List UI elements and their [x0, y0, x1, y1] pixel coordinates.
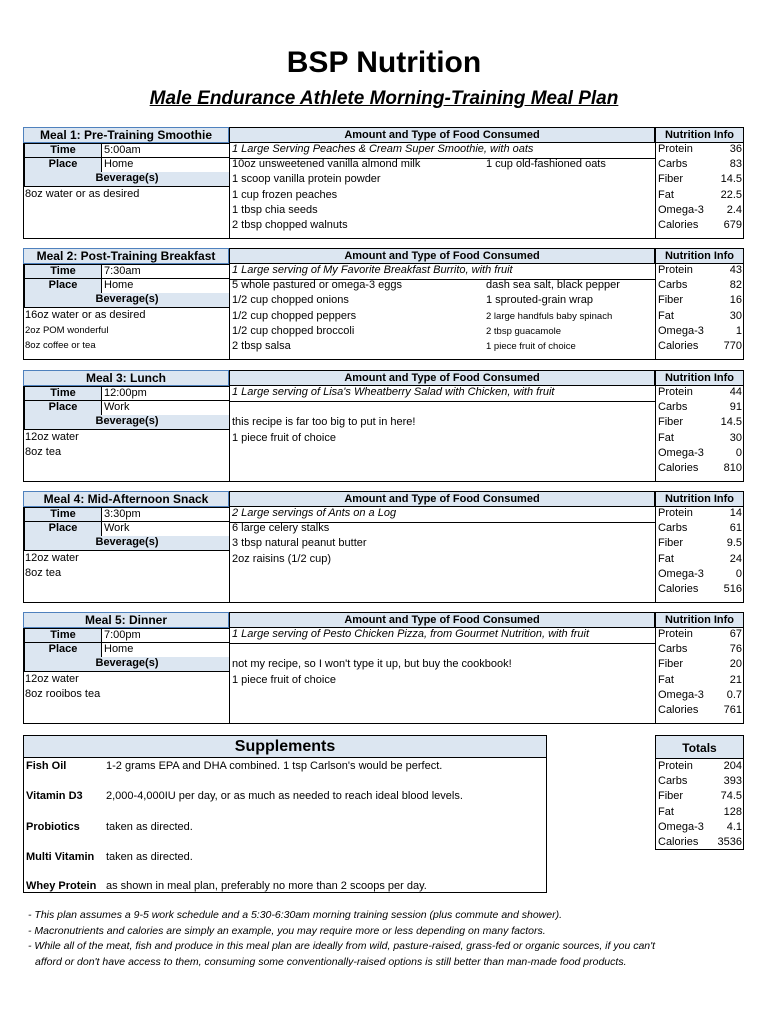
nutrient-name: Protein	[658, 143, 693, 155]
nutrition-row	[658, 703, 742, 718]
nutrition-row	[658, 521, 742, 536]
supplement-name: Probiotics	[26, 821, 80, 833]
totals-row	[658, 759, 742, 774]
food-item: 1 cup frozen peaches	[232, 188, 338, 201]
nutrition-row	[658, 339, 742, 354]
divider	[230, 401, 656, 402]
nutrient-value: 1	[735, 324, 742, 337]
nutrient-value: 30	[729, 309, 742, 322]
nutrient-name: Fat	[658, 552, 674, 565]
nutrient-name: Carbs	[658, 643, 688, 656]
note-line: - While all of the meat, fish and produce in this meal plan are ideally from wild, pasture-raised, grass-fed or organic sources, if you can't	[28, 940, 656, 952]
supplements-title: Supplements	[24, 736, 546, 758]
food-item: 1 Large serving of Lisa's Wheatberry Salad with Chicken, with fruit	[232, 386, 555, 398]
nutrition-row	[658, 431, 742, 446]
nutrition-info	[656, 143, 745, 238]
place-label: Place	[24, 401, 102, 416]
nutrition-info	[656, 386, 745, 481]
food-list	[230, 143, 656, 238]
food-item-secondary: dash sea salt, black pepper	[486, 279, 620, 292]
beverage-item: 12oz water	[25, 673, 79, 685]
nutrition-header: Nutrition Info	[655, 127, 744, 143]
nutrition-row	[658, 400, 742, 415]
meal-block	[23, 370, 744, 484]
nutrient-value: 9.5	[726, 537, 742, 550]
beverage-label: Beverage(s)	[24, 536, 230, 551]
totals-box	[655, 735, 744, 850]
food-item: 2 Large servings of Ants on a Log	[232, 507, 397, 519]
nutrition-info	[656, 264, 745, 359]
nutrient-name: Fiber	[658, 790, 684, 803]
food-item-secondary: 1 sprouted-grain wrap	[486, 294, 594, 307]
meal-body	[23, 628, 744, 724]
food-list	[230, 628, 656, 723]
nutrition-row	[658, 385, 742, 400]
beverage-item: 2oz POM wonderful	[25, 325, 109, 337]
food-item: 1/2 cup chopped broccoli	[232, 324, 355, 337]
place-label: Place	[24, 522, 102, 537]
nutrition-row	[658, 582, 742, 597]
meal-name: Meal 4: Mid-Afternoon Snack	[23, 491, 229, 507]
nutrition-row	[658, 673, 742, 688]
nutrient-name: Omega-3	[658, 688, 704, 701]
meal-body	[23, 143, 744, 239]
amount-header: Amount and Type of Food Consumed	[229, 127, 655, 143]
nutrient-value: 91	[729, 401, 742, 414]
nutrition-row	[658, 688, 742, 703]
nutrient-name: Fiber	[658, 537, 684, 550]
nutrition-header: Nutrition Info	[655, 491, 744, 507]
nutrient-name: Fat	[658, 309, 674, 322]
time-label: Time	[24, 264, 102, 279]
food-item: 1 Large Serving Peaches & Cream Super Smoothie, with oats	[232, 143, 534, 155]
supplement-detail: 2,000-4,000IU per day, or as much as needed to reach ideal blood levels.	[106, 790, 463, 802]
nutrient-name: Calories	[658, 583, 699, 595]
nutrient-value: 810	[723, 462, 742, 474]
nutrient-total: 74.5	[720, 790, 742, 803]
meal-name: Meal 2: Post-Training Breakfast	[23, 248, 229, 264]
nutrient-value: 21	[729, 673, 742, 686]
food-item: 1 scoop vanilla protein powder	[232, 173, 381, 186]
supplement-name: Vitamin D3	[26, 790, 83, 802]
nutrient-value: 82	[729, 279, 742, 292]
place-value: Home	[102, 643, 230, 658]
amount-header: Amount and Type of Food Consumed	[229, 612, 655, 628]
food-item: 2 tbsp salsa	[232, 340, 291, 352]
nutrient-name: Carbs	[658, 158, 688, 171]
nutrient-name: Calories	[658, 836, 699, 848]
nutrition-row	[658, 506, 742, 521]
nutrient-total: 3536	[717, 836, 742, 848]
nutrient-value: 20	[729, 658, 742, 671]
nutrition-row	[658, 203, 742, 218]
beverage-item: 8oz coffee or tea	[25, 340, 96, 352]
time-label: Time	[24, 386, 102, 401]
nutrient-name: Calories	[658, 704, 699, 716]
nutrient-total: 204	[723, 760, 742, 772]
nutrient-value: 44	[729, 386, 742, 398]
nutrition-info	[656, 628, 745, 723]
nutrient-name: Carbs	[658, 279, 688, 292]
meal-name: Meal 3: Lunch	[23, 370, 229, 386]
divider	[230, 643, 656, 644]
beverage-item: 12oz water	[25, 552, 79, 564]
food-item-secondary: 2 large handfuls baby spinach	[486, 310, 613, 322]
totals-row	[658, 820, 742, 835]
food-item: 1 Large serving of Pesto Chicken Pizza, from Gourmet Nutrition, with fruit	[232, 628, 590, 640]
beverage-item: 8oz tea	[25, 567, 62, 580]
note-line: - Macronutrients and calories are simply an example, you may require more or less depending on many factors.	[28, 924, 546, 937]
nutrient-name: Fiber	[658, 658, 684, 671]
food-item: 5 whole pastured or omega-3 eggs	[232, 279, 402, 292]
food-item-secondary: 2 tbsp guacamole	[486, 325, 561, 337]
food-item: 10oz unsweetened vanilla almond milk	[232, 158, 421, 171]
time-value: 7:00pm	[102, 628, 230, 643]
food-item-secondary: 1 cup old-fashioned oats	[486, 158, 606, 171]
nutrition-row	[658, 415, 742, 430]
nutrient-name: Fiber	[658, 294, 684, 307]
food-list	[230, 264, 656, 359]
supplement-detail: 1-2 grams EPA and DHA combined. 1 tsp Carlson's would be perfect.	[106, 760, 443, 772]
nutrition-info	[656, 507, 745, 602]
nutrient-value: 16	[729, 294, 742, 307]
food-item: 2 tbsp chopped walnuts	[232, 219, 348, 231]
beverage-label: Beverage(s)	[24, 293, 230, 308]
nutrient-name: Calories	[658, 340, 699, 352]
food-item: not my recipe, so I won't type it up, but buy the cookbook!	[232, 658, 512, 671]
notes	[28, 908, 728, 970]
nutrient-name: Omega-3	[658, 567, 704, 580]
amount-header: Amount and Type of Food Consumed	[229, 491, 655, 507]
food-item: 1 piece fruit of choice	[232, 673, 336, 686]
beverage-label: Beverage(s)	[24, 172, 230, 187]
nutrition-row	[658, 461, 742, 476]
nutrition-row	[658, 309, 742, 324]
nutrient-value: 67	[729, 628, 742, 640]
meal-name: Meal 5: Dinner	[23, 612, 229, 628]
food-item: this recipe is far too big to put in here!	[232, 416, 416, 429]
nutrition-row	[658, 157, 742, 172]
nutrient-name: Omega-3	[658, 820, 704, 833]
meal-name: Meal 1: Pre-Training Smoothie	[23, 127, 229, 143]
nutrient-value: 2.4	[726, 203, 742, 216]
supplement-name: Fish Oil	[26, 760, 67, 772]
supplement-detail: as shown in meal plan, preferably no more than 2 scoops per day.	[106, 880, 427, 892]
nutrient-value: 36	[729, 143, 742, 155]
nutrition-row	[658, 627, 742, 642]
nutrient-name: Fat	[658, 673, 674, 686]
time-label: Time	[24, 143, 102, 158]
beverage-item: 8oz water or as desired	[25, 188, 140, 200]
nutrient-name: Fat	[658, 431, 674, 444]
food-item: 3 tbsp natural peanut butter	[232, 537, 367, 550]
time-value: 12:00pm	[102, 386, 230, 401]
time-value: 7:30am	[102, 264, 230, 279]
nutrition-row	[658, 552, 742, 567]
note-line: - This plan assumes a 9-5 work schedule and a 5:30-6:30am morning training session (plus commute and shower).	[28, 909, 563, 921]
supplement-detail: taken as directed.	[106, 821, 193, 833]
nutrient-value: 83	[729, 158, 742, 171]
nutrient-value: 0	[735, 567, 742, 580]
place-value: Work	[102, 522, 230, 537]
beverage-label: Beverage(s)	[24, 415, 230, 430]
nutrient-name: Protein	[658, 507, 693, 519]
nutrient-value: 76	[729, 643, 742, 656]
meal-block	[23, 127, 744, 241]
nutrient-value: 770	[723, 340, 742, 352]
place-label: Place	[24, 643, 102, 658]
nutrient-value: 14	[729, 507, 742, 519]
food-item: 1 tbsp chia seeds	[232, 203, 318, 216]
nutrition-row	[658, 642, 742, 657]
nutrition-row	[658, 536, 742, 551]
nutrition-row	[658, 446, 742, 461]
supplement-name: Multi Vitamin	[26, 851, 95, 863]
nutrient-value: 22.5	[720, 188, 742, 201]
page-title: BSP Nutrition	[286, 46, 482, 79]
nutrient-name: Protein	[658, 628, 693, 640]
place-value: Home	[102, 279, 230, 294]
nutrient-name: Fat	[658, 188, 674, 201]
food-item: 1 piece fruit of choice	[232, 431, 336, 444]
nutrient-value: 43	[729, 264, 742, 276]
nutrition-row	[658, 263, 742, 278]
food-item: 6 large celery stalks	[232, 522, 330, 535]
nutrient-total: 393	[723, 775, 742, 788]
nutrition-row	[658, 657, 742, 672]
nutrient-name: Omega-3	[658, 446, 704, 459]
nutrient-name: Calories	[658, 462, 699, 474]
nutrient-value: 679	[723, 219, 742, 231]
nutrient-name: Carbs	[658, 522, 688, 535]
nutrient-value: 30	[729, 431, 742, 444]
nutrient-value: 24	[729, 552, 742, 565]
time-label: Time	[24, 507, 102, 522]
nutrient-value: 0	[735, 446, 742, 459]
nutrition-row	[658, 188, 742, 203]
nutrient-name: Protein	[658, 386, 693, 398]
totals-row	[658, 789, 742, 804]
totals-title: Totals	[656, 736, 743, 759]
nutrient-name: Omega-3	[658, 324, 704, 337]
meal-body	[23, 264, 744, 360]
meal-block	[23, 491, 744, 605]
nutrition-row	[658, 324, 742, 339]
place-label: Place	[24, 158, 102, 173]
nutrient-value: 14.5	[720, 416, 742, 429]
note-line: afford or don't have access to them, consuming some conventionally-raised options is still better than man-made food products.	[35, 955, 627, 968]
place-value: Work	[102, 401, 230, 416]
meal-block	[23, 248, 744, 362]
nutrient-name: Carbs	[658, 401, 688, 414]
nutrient-name: Calories	[658, 219, 699, 231]
nutrient-name: Carbs	[658, 775, 688, 788]
meal-details	[24, 264, 230, 359]
meal-details	[24, 386, 230, 481]
beverage-item: 8oz rooibos tea	[25, 688, 101, 701]
meal-details	[24, 143, 230, 238]
nutrient-name: Fiber	[658, 173, 684, 186]
time-label: Time	[24, 628, 102, 643]
nutrient-value: 61	[729, 522, 742, 535]
meal-details	[24, 628, 230, 723]
nutrient-name: Protein	[658, 760, 693, 772]
nutrition-row	[658, 218, 742, 233]
nutrient-name: Fiber	[658, 416, 684, 429]
meal-block	[23, 612, 744, 726]
nutrition-row	[658, 278, 742, 293]
nutrient-value: 516	[723, 583, 742, 595]
meal-body	[23, 507, 744, 603]
nutrition-row	[658, 142, 742, 157]
nutrient-name: Protein	[658, 264, 693, 276]
meal-body	[23, 386, 744, 482]
nutrition-header: Nutrition Info	[655, 248, 744, 264]
food-item: 1 Large serving of My Favorite Breakfast Burrito, with fruit	[232, 264, 513, 276]
beverage-item: 8oz tea	[25, 446, 62, 459]
beverage-item: 12oz water	[25, 431, 79, 443]
nutrition-header: Nutrition Info	[655, 370, 744, 386]
food-list	[230, 507, 656, 602]
place-value: Home	[102, 158, 230, 173]
nutrient-total: 4.1	[726, 820, 742, 833]
place-label: Place	[24, 279, 102, 294]
food-list	[230, 386, 656, 481]
nutrient-name: Fat	[658, 805, 674, 818]
meal-details	[24, 507, 230, 602]
nutrient-value: 761	[723, 704, 742, 716]
nutrient-total: 128	[723, 805, 742, 818]
nutrition-row	[658, 567, 742, 582]
totals-row	[658, 835, 742, 850]
amount-header: Amount and Type of Food Consumed	[229, 370, 655, 386]
amount-header: Amount and Type of Food Consumed	[229, 248, 655, 264]
time-value: 5:00am	[102, 143, 230, 158]
totals-row	[658, 805, 742, 820]
food-item-secondary: 1 piece fruit of choice	[486, 341, 576, 352]
time-value: 3:30pm	[102, 507, 230, 522]
food-item: 2oz raisins (1/2 cup)	[232, 552, 332, 565]
beverage-item: 16oz water or as desired	[25, 309, 146, 321]
supplements-box	[23, 735, 547, 893]
totals-row	[658, 774, 742, 789]
nutrient-value: 0.7	[726, 688, 742, 701]
nutrition-header: Nutrition Info	[655, 612, 744, 628]
nutrient-name: Omega-3	[658, 203, 704, 216]
supplement-detail: taken as directed.	[106, 851, 193, 863]
nutrition-row	[658, 293, 742, 308]
food-item: 1/2 cup chopped onions	[232, 294, 349, 307]
page-subtitle: Male Endurance Athlete Morning-Training Meal Plan	[149, 88, 619, 109]
beverage-label: Beverage(s)	[24, 657, 230, 672]
supplement-name: Whey Protein	[26, 880, 97, 892]
nutrient-value: 14.5	[720, 173, 742, 186]
nutrition-row	[658, 172, 742, 187]
food-item: 1/2 cup chopped peppers	[232, 309, 357, 322]
